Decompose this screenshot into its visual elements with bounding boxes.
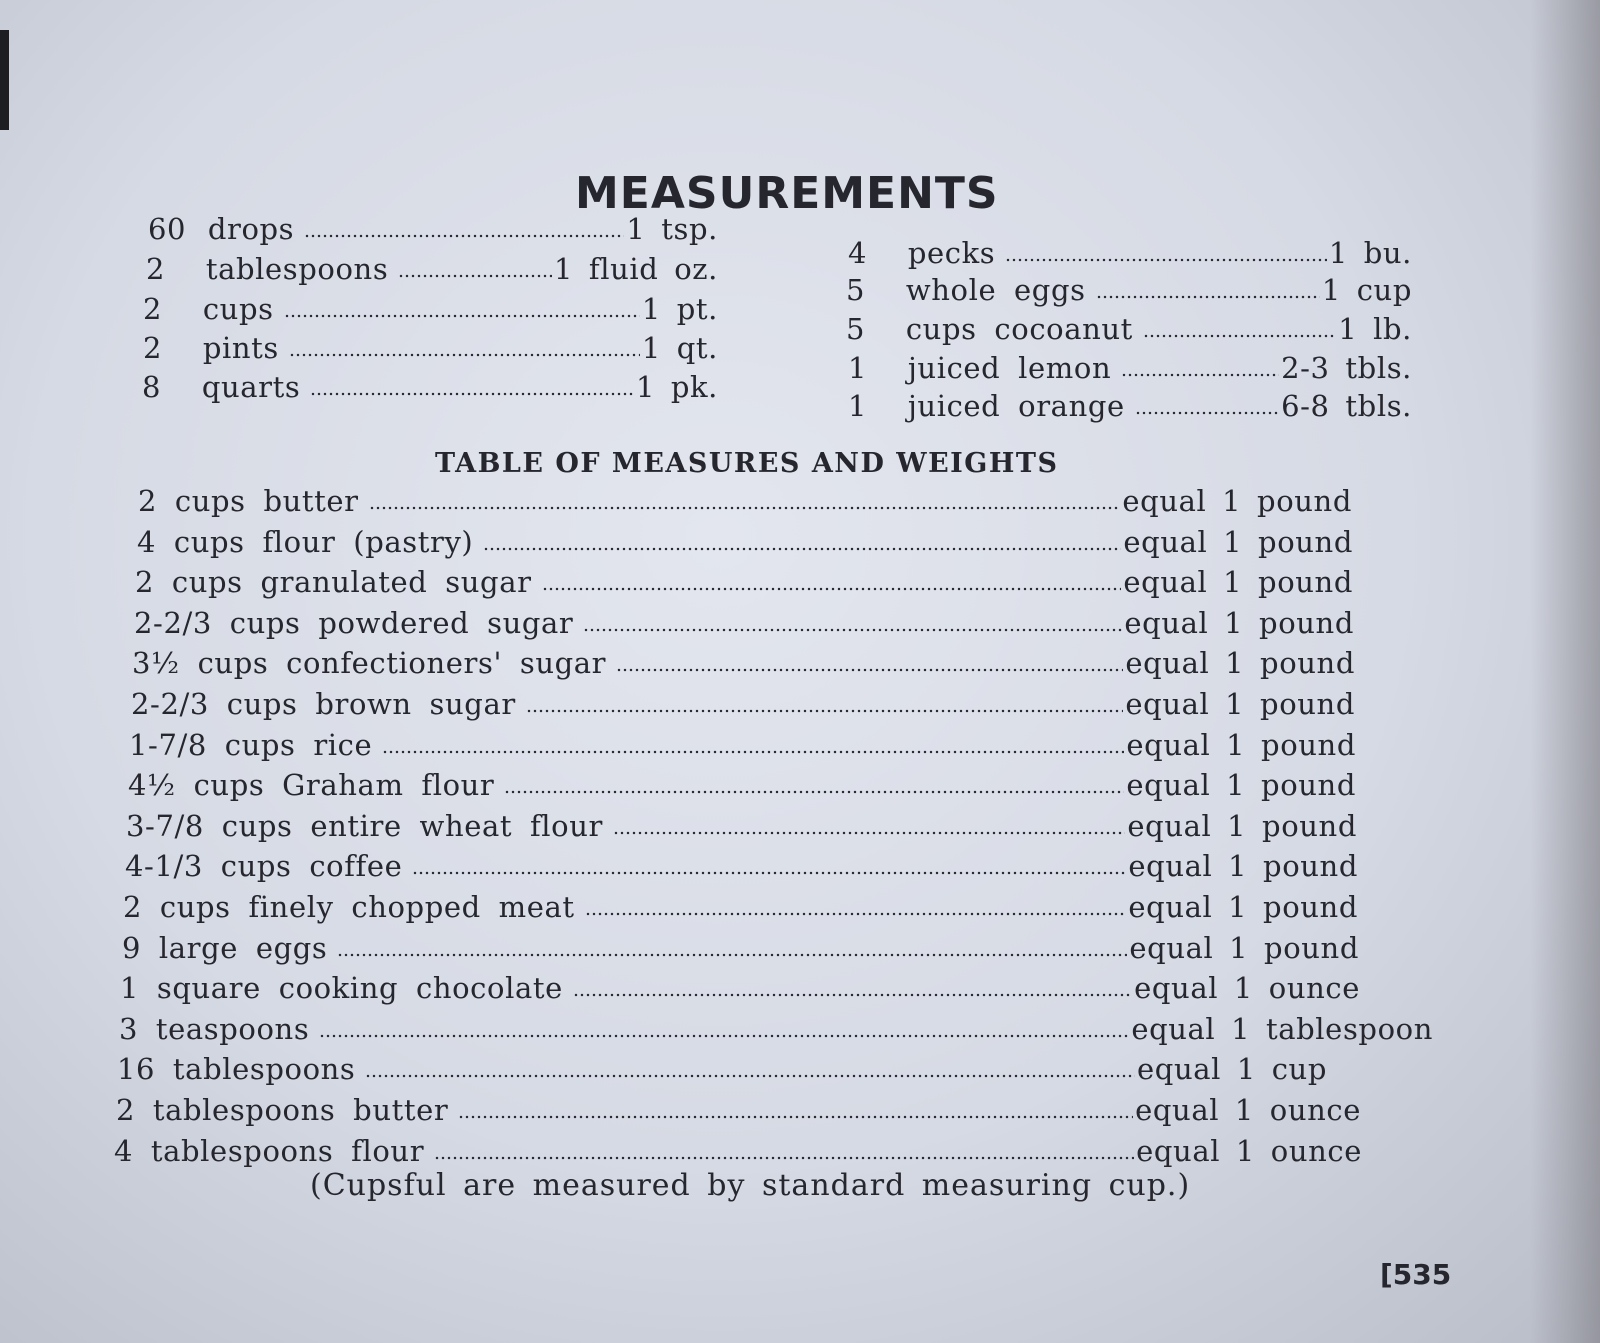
- leader-dots: [365, 1074, 1135, 1078]
- table-row-equivalent: equal 1 ounce: [1134, 971, 1360, 1005]
- measure-item: cups: [202, 292, 274, 326]
- leader-dots: [542, 587, 1122, 591]
- table-item: 4-1/3 cups coffee: [125, 849, 403, 883]
- table-row-equivalent: equal 1 pound: [1125, 646, 1355, 680]
- table-row: [125, 849, 1358, 883]
- table-row-label: [123, 890, 575, 924]
- measure-row-label: [142, 370, 300, 404]
- leader-dots: [369, 506, 1121, 510]
- measure-row-label: [848, 389, 1125, 423]
- measure-item: pecks: [907, 236, 996, 270]
- table-row-equivalent: equal 1 pound: [1127, 809, 1357, 843]
- table-row: [137, 525, 1353, 559]
- table-row-equivalent: equal 1 pound: [1126, 768, 1356, 802]
- measure-qty: 5: [846, 312, 866, 346]
- table-item: 3 teaspoons: [119, 1012, 310, 1046]
- measure-qty: 1: [848, 351, 868, 385]
- measure-row-label: [148, 212, 294, 246]
- measure-row-equivalent: 1 bu.: [1328, 236, 1412, 270]
- table-item: 2 cups butter: [138, 484, 359, 518]
- table-row: [129, 728, 1356, 762]
- measure-row-equivalent: 1 pt.: [641, 292, 718, 326]
- measure-row: [846, 312, 1412, 346]
- measure-row-equivalent: 1 cup: [1321, 273, 1412, 307]
- table-row-label: [116, 1093, 448, 1127]
- measure-qty: 60: [148, 212, 187, 246]
- table-row: [138, 484, 1352, 518]
- table-row: [131, 687, 1355, 721]
- measure-row: [142, 370, 718, 404]
- table-row-label: [129, 728, 372, 762]
- measure-row-equivalent: 1 tsp.: [626, 212, 718, 246]
- table-item: 3-7/8 cups entire wheat flour: [126, 809, 603, 843]
- measure-row-equivalent: 2-3 tbls.: [1281, 351, 1412, 385]
- measure-row: [146, 252, 718, 286]
- table-row-equivalent: equal 1 ounce: [1135, 1093, 1361, 1127]
- leader-dots: [284, 314, 640, 318]
- leader-dots: [310, 392, 634, 396]
- table-row-label: [122, 931, 327, 965]
- measure-row-equivalent: 6-8 tbls.: [1281, 389, 1412, 423]
- table-row-label: [128, 768, 494, 802]
- table-row-equivalent: equal 1 pound: [1128, 849, 1358, 883]
- measure-qty: 5: [846, 273, 866, 307]
- measure-row-equivalent: 1 lb.: [1338, 312, 1412, 346]
- leader-dots: [434, 1156, 1134, 1160]
- table-row-equivalent: equal 1 pound: [1128, 890, 1358, 924]
- table-row-equivalent: equal 1 pound: [1123, 525, 1353, 559]
- measure-item: quarts: [201, 370, 301, 404]
- table-row-label: [119, 1012, 309, 1046]
- leader-dots: [583, 628, 1122, 632]
- table-row-label: [135, 565, 532, 599]
- measure-qty: 1: [848, 389, 868, 423]
- leader-dots: [398, 274, 552, 278]
- leader-dots: [1096, 295, 1320, 299]
- table-row: [134, 606, 1354, 640]
- table-item: 3½ cups confectioners' sugar: [132, 646, 607, 680]
- table-row-equivalent: equal 1 pound: [1126, 728, 1356, 762]
- leader-dots: [1005, 258, 1327, 262]
- leader-dots: [319, 1034, 1129, 1038]
- measure-qty: 2: [143, 331, 163, 365]
- measure-row-label: [143, 292, 274, 326]
- table-item: 2-2/3 cups brown sugar: [131, 687, 516, 721]
- table-row: [116, 1093, 1361, 1127]
- table-row-equivalent: equal 1 pound: [1123, 565, 1353, 599]
- measure-item: tablespoons: [205, 252, 389, 286]
- table-row-label: [131, 687, 516, 721]
- leader-dots: [585, 912, 1127, 916]
- table-row-equivalent: equal 1 pound: [1125, 687, 1355, 721]
- measure-row-label: [848, 236, 995, 270]
- measure-row-label: [146, 252, 388, 286]
- measure-row: [846, 273, 1412, 307]
- table-item: 4 tablespoons flour: [114, 1134, 425, 1168]
- leader-dots: [1143, 334, 1336, 338]
- table-item: 4½ cups Graham flour: [128, 768, 495, 802]
- table-item: 16 tablespoons: [117, 1052, 356, 1086]
- leader-dots: [1135, 411, 1279, 415]
- measure-qty: 2: [146, 252, 166, 286]
- table-row-label: [138, 484, 359, 518]
- table-row-label: [120, 971, 563, 1005]
- measure-row: [148, 212, 718, 246]
- table-row-label: [114, 1134, 424, 1168]
- table-item: 9 large eggs: [122, 931, 328, 965]
- measure-row: [848, 389, 1412, 423]
- page-number: [535: [1380, 1258, 1452, 1291]
- measure-item: cups cocoanut: [905, 312, 1133, 346]
- table-title: TABLE OF MEASURES AND WEIGHTS: [435, 448, 1059, 479]
- table-item: 2 cups granulated sugar: [135, 565, 532, 599]
- measure-row: [848, 236, 1412, 270]
- table-row: [120, 971, 1360, 1005]
- table-row: [126, 809, 1357, 843]
- measure-item: whole eggs: [905, 273, 1086, 307]
- measure-item: pints: [202, 331, 279, 365]
- table-item: 1-7/8 cups rice: [129, 728, 373, 762]
- measure-row-label: [848, 351, 1111, 385]
- table-item: 4 cups flour (pastry): [137, 525, 474, 559]
- measure-qty: 8: [142, 370, 162, 404]
- table-row: [122, 931, 1359, 965]
- measure-row-equivalent: 1 qt.: [641, 331, 718, 365]
- table-row: [135, 565, 1353, 599]
- table-row-equivalent: equal 1 tablespoon: [1131, 1012, 1433, 1046]
- leader-dots: [504, 790, 1124, 794]
- table-row: [132, 646, 1355, 680]
- measure-qty: 2: [143, 292, 163, 326]
- leader-dots: [483, 547, 1121, 551]
- leader-dots: [337, 953, 1127, 957]
- table-row: [123, 890, 1358, 924]
- measure-row: [848, 351, 1412, 385]
- table-row-equivalent: equal 1 pound: [1124, 606, 1354, 640]
- table-item: 1 square cooking chocolate: [120, 971, 563, 1005]
- leader-dots: [304, 234, 624, 238]
- leader-dots: [289, 353, 640, 357]
- leader-dots: [613, 831, 1125, 835]
- table-row-label: [134, 606, 573, 640]
- footnote: (Cupsful are measured by standard measuring cup.): [310, 1168, 1191, 1203]
- table-row: [114, 1134, 1362, 1168]
- measure-qty: 4: [848, 236, 868, 270]
- table-row-label: [132, 646, 606, 680]
- table-row: [117, 1052, 1327, 1086]
- table-row-label: [117, 1052, 355, 1086]
- measure-row-label: [846, 312, 1133, 346]
- table-item: 2 tablespoons butter: [116, 1093, 449, 1127]
- measure-item: juiced orange: [907, 389, 1125, 423]
- table-row: [128, 768, 1356, 802]
- table-row-equivalent: equal 1 pound: [1122, 484, 1352, 518]
- measure-row-equivalent: 1 fluid oz.: [554, 252, 718, 286]
- leader-dots: [616, 668, 1123, 672]
- leader-dots: [458, 1115, 1133, 1119]
- table-row-label: [125, 849, 402, 883]
- leader-dots: [1121, 373, 1279, 377]
- measure-item: drops: [207, 212, 295, 246]
- leader-dots: [526, 709, 1124, 713]
- table-row-label: [126, 809, 603, 843]
- table-item: 2 cups finely chopped meat: [123, 890, 575, 924]
- measure-row: [143, 292, 718, 326]
- leader-dots: [412, 871, 1126, 875]
- table-row-equivalent: equal 1 cup: [1137, 1052, 1327, 1086]
- measure-row-label: [846, 273, 1086, 307]
- table-row: [119, 1012, 1433, 1046]
- page-title: MEASUREMENTS: [575, 168, 999, 219]
- measure-row-label: [143, 331, 279, 365]
- leader-dots: [382, 750, 1124, 754]
- measure-row: [143, 331, 718, 365]
- table-row-equivalent: equal 1 pound: [1129, 931, 1359, 965]
- measure-row-equivalent: 1 pk.: [635, 370, 718, 404]
- table-row-equivalent: equal 1 ounce: [1136, 1134, 1362, 1168]
- table-item: 2-2/3 cups powdered sugar: [134, 606, 574, 640]
- leader-dots: [573, 993, 1132, 997]
- table-row-label: [137, 525, 473, 559]
- measure-item: juiced lemon: [907, 351, 1112, 385]
